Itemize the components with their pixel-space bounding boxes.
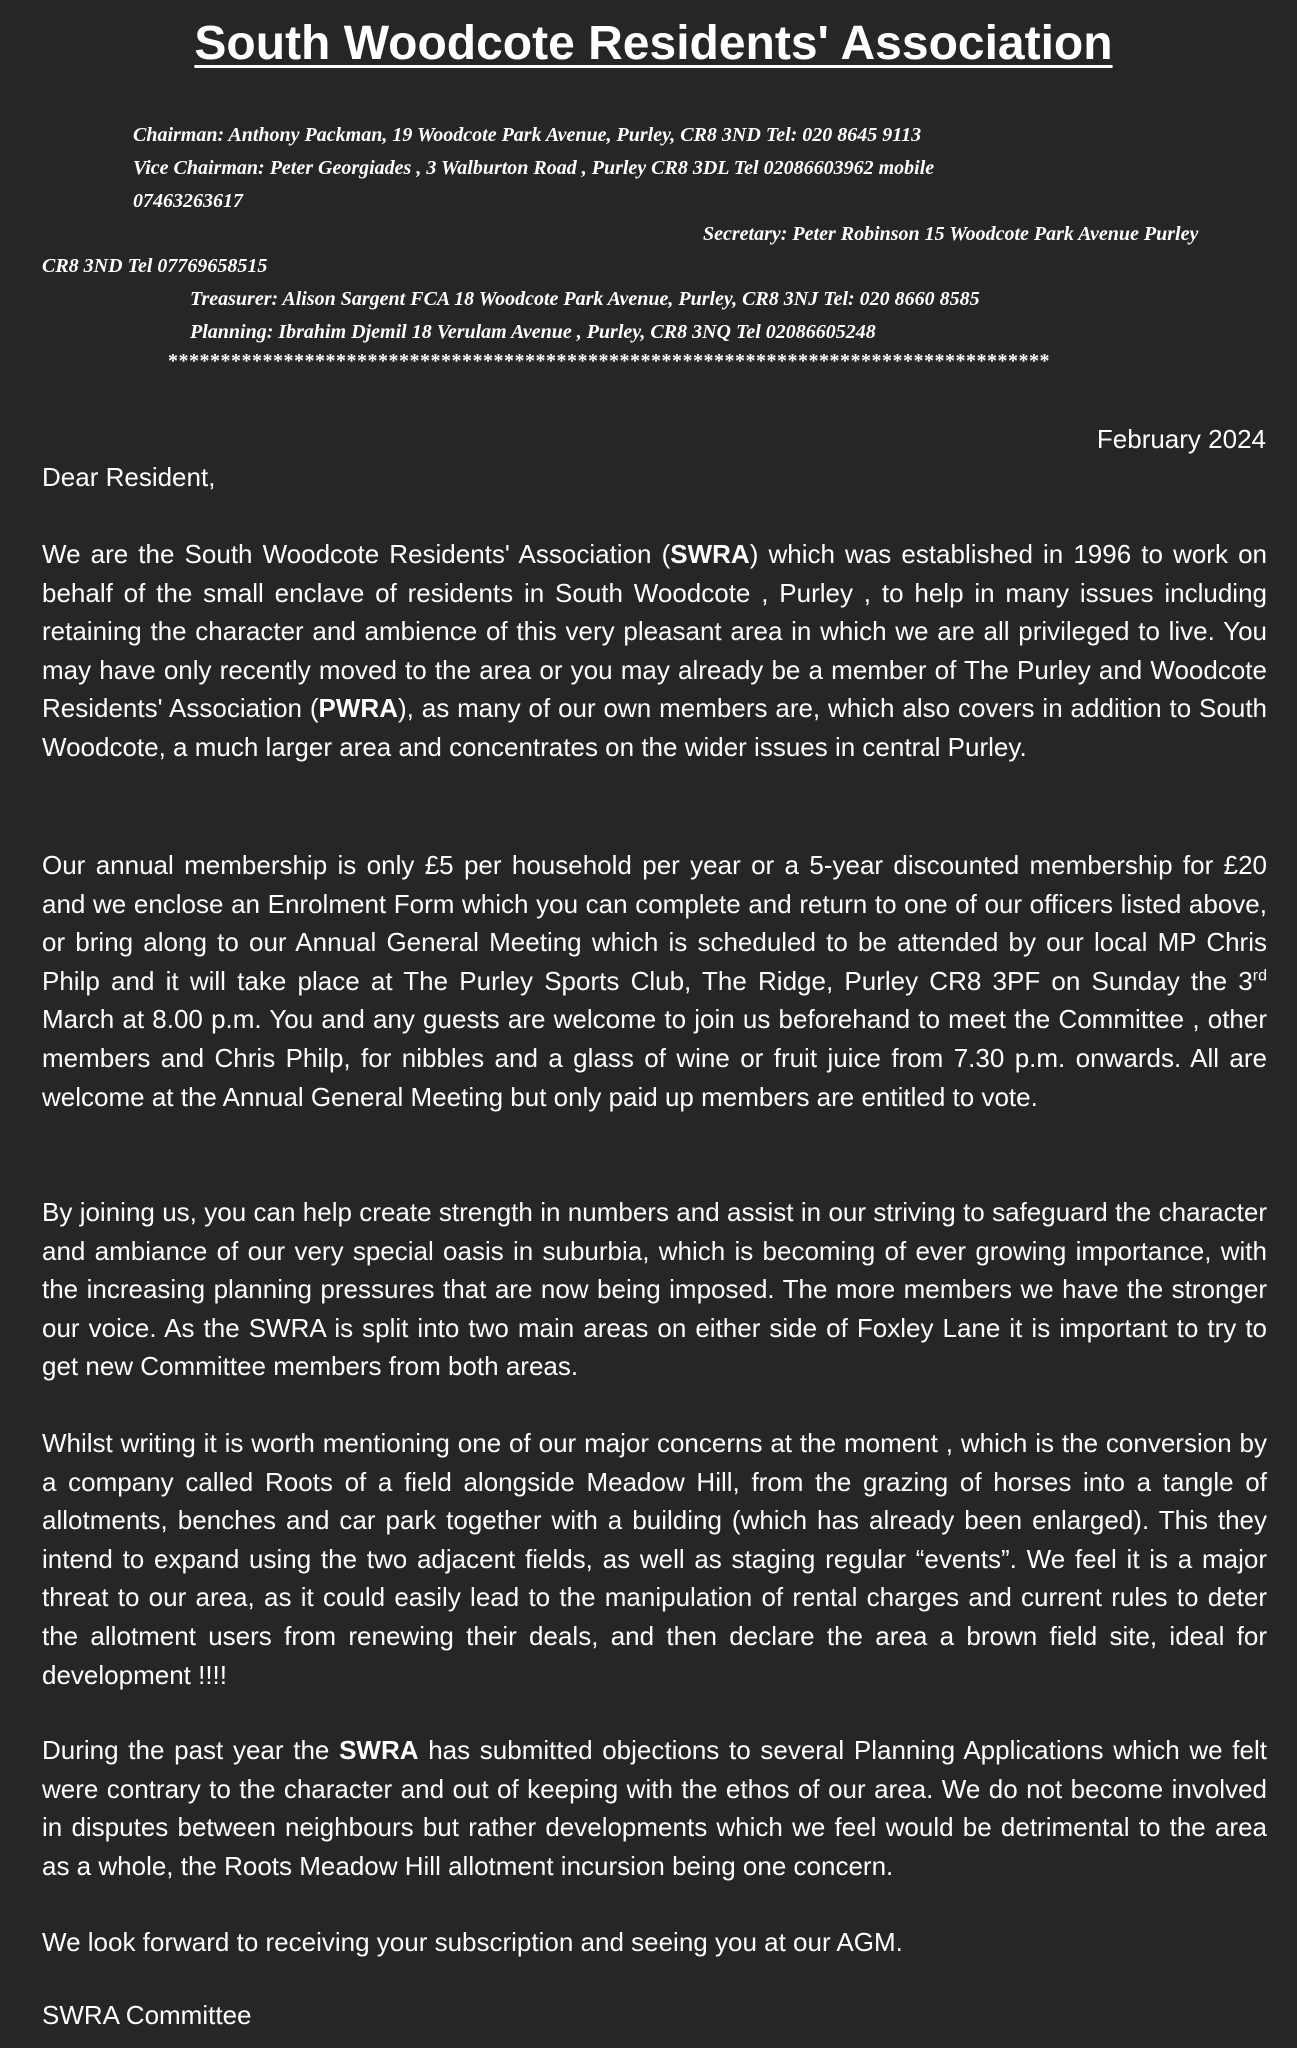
paragraph-membership: Our annual membership is only £5 per household per year or a 5-year discounted membership for £20 and we enclose an Enrolment Form which you can complete and return to one of our officers listed above, or bring along to our Annual General Meeting which is scheduled to be attended by our local MP Chris Philp and it will take place at The Purley Sports Club, The Ridge, Purley CR8 3PF on Sunday the 3rd March at 8.00 p.m. You and any guests are welcome to join us beforehand to meet the Committee , other members and Chris Philp, for nibbles and a glass of wine or fruit juice from 7.30 p.m. onwards. All are welcome at the Annual General Meeting but only paid up members are entitled to vote. <box>42 850 1267 1112</box>
secretary-postcode-line: CR8 3ND Tel 07769658515 <box>42 255 268 277</box>
treasurer-line: Treasurer: Alison Sargent FCA 18 Woodcote Park Avenue, Purley, CR8 3NJ Tel: 020 8660 8585 <box>190 288 980 310</box>
signoff: SWRA Committee <box>42 2000 252 2030</box>
vice-chairman-mobile: 07463263617 <box>133 190 243 212</box>
association-title: South Woodcote Residents' Association <box>194 17 1113 70</box>
paragraph-joining: By joining us, you can help create strength in numbers and assist in our striving to safeguard the character and ambiance of our very special oasis in suburbia, which is becoming of ever growing importance, with the increasing planning pressures that are now being imposed. The more members we have the stronger our voice. As the SWRA is split into two main areas on either side of Foxley Lane it is important to try to get new Committee members from both areas. <box>42 1197 1267 1382</box>
chairman-line: Chairman: Anthony Packman, 19 Woodcote Park Avenue, Purley, CR8 3ND Tel: 020 8645 9113 <box>133 124 922 146</box>
vice-chairman-line: Vice Chairman: Peter Georgiades , 3 Walburton Road , Purley CR8 3DL Tel 02086603962 mobile <box>133 157 935 179</box>
paragraph-planning: During the past year the SWRA has submitted objections to several Planning Applications which we felt were contrary to the character and out of keeping with the ethos of our area. We do not become involved in disputes between neighbours but rather developments which we feel would be detrimental to the area as a whole, the Roots Meadow Hill allotment incursion being one concern. <box>42 1735 1267 1881</box>
paragraph-introduction: We are the South Woodcote Residents' Association (SWRA) which was established in 1996 to work on behalf of the small enclave of residents in South Woodcote , Purley , to help in many issues including retaining the character and ambience of this very pleasant area in which we are all privileged to live. You may have only recently moved to the area or you may already be a member of The Purley and Woodcote Residents' Association (PWRA), as many of our own members are, which also covers in addition to South Woodcote, a much larger area and concentrates on the wider issues in central Purley. <box>42 539 1267 762</box>
header-separator: ************************************************************************************ <box>168 350 1050 372</box>
paragraph-closing: We look forward to receiving your subscription and seeing you at our AGM. <box>42 1927 903 1957</box>
planning-line: Planning: Ibrahim Djemil 18 Verulam Avenue , Purley, CR8 3NQ Tel 02086605248 <box>190 321 876 343</box>
paragraph-concerns: Whilst writing it is worth mentioning one of our major concerns at the moment , which is the conversion by a company called Roots of a field alongside Meadow Hill, from the grazing of horses into a tangle of allotments, benches and car park together with a building (which has already been enlarged). This they intend to expand using the two adjacent fields, as well as staging regular “events”. We feel it is a major threat to our area, as it could easily lead to the manipulation of rental charges and current rules to deter the allotment users from renewing their deals, and then declare the area a brown field site, ideal for development !!!! <box>42 1428 1267 1690</box>
salutation: Dear Resident, <box>42 462 216 492</box>
letter-date: February 2024 <box>1096 424 1266 454</box>
secretary-line: Secretary: Peter Robinson 15 Woodcote Park Avenue Purley <box>703 223 1199 245</box>
